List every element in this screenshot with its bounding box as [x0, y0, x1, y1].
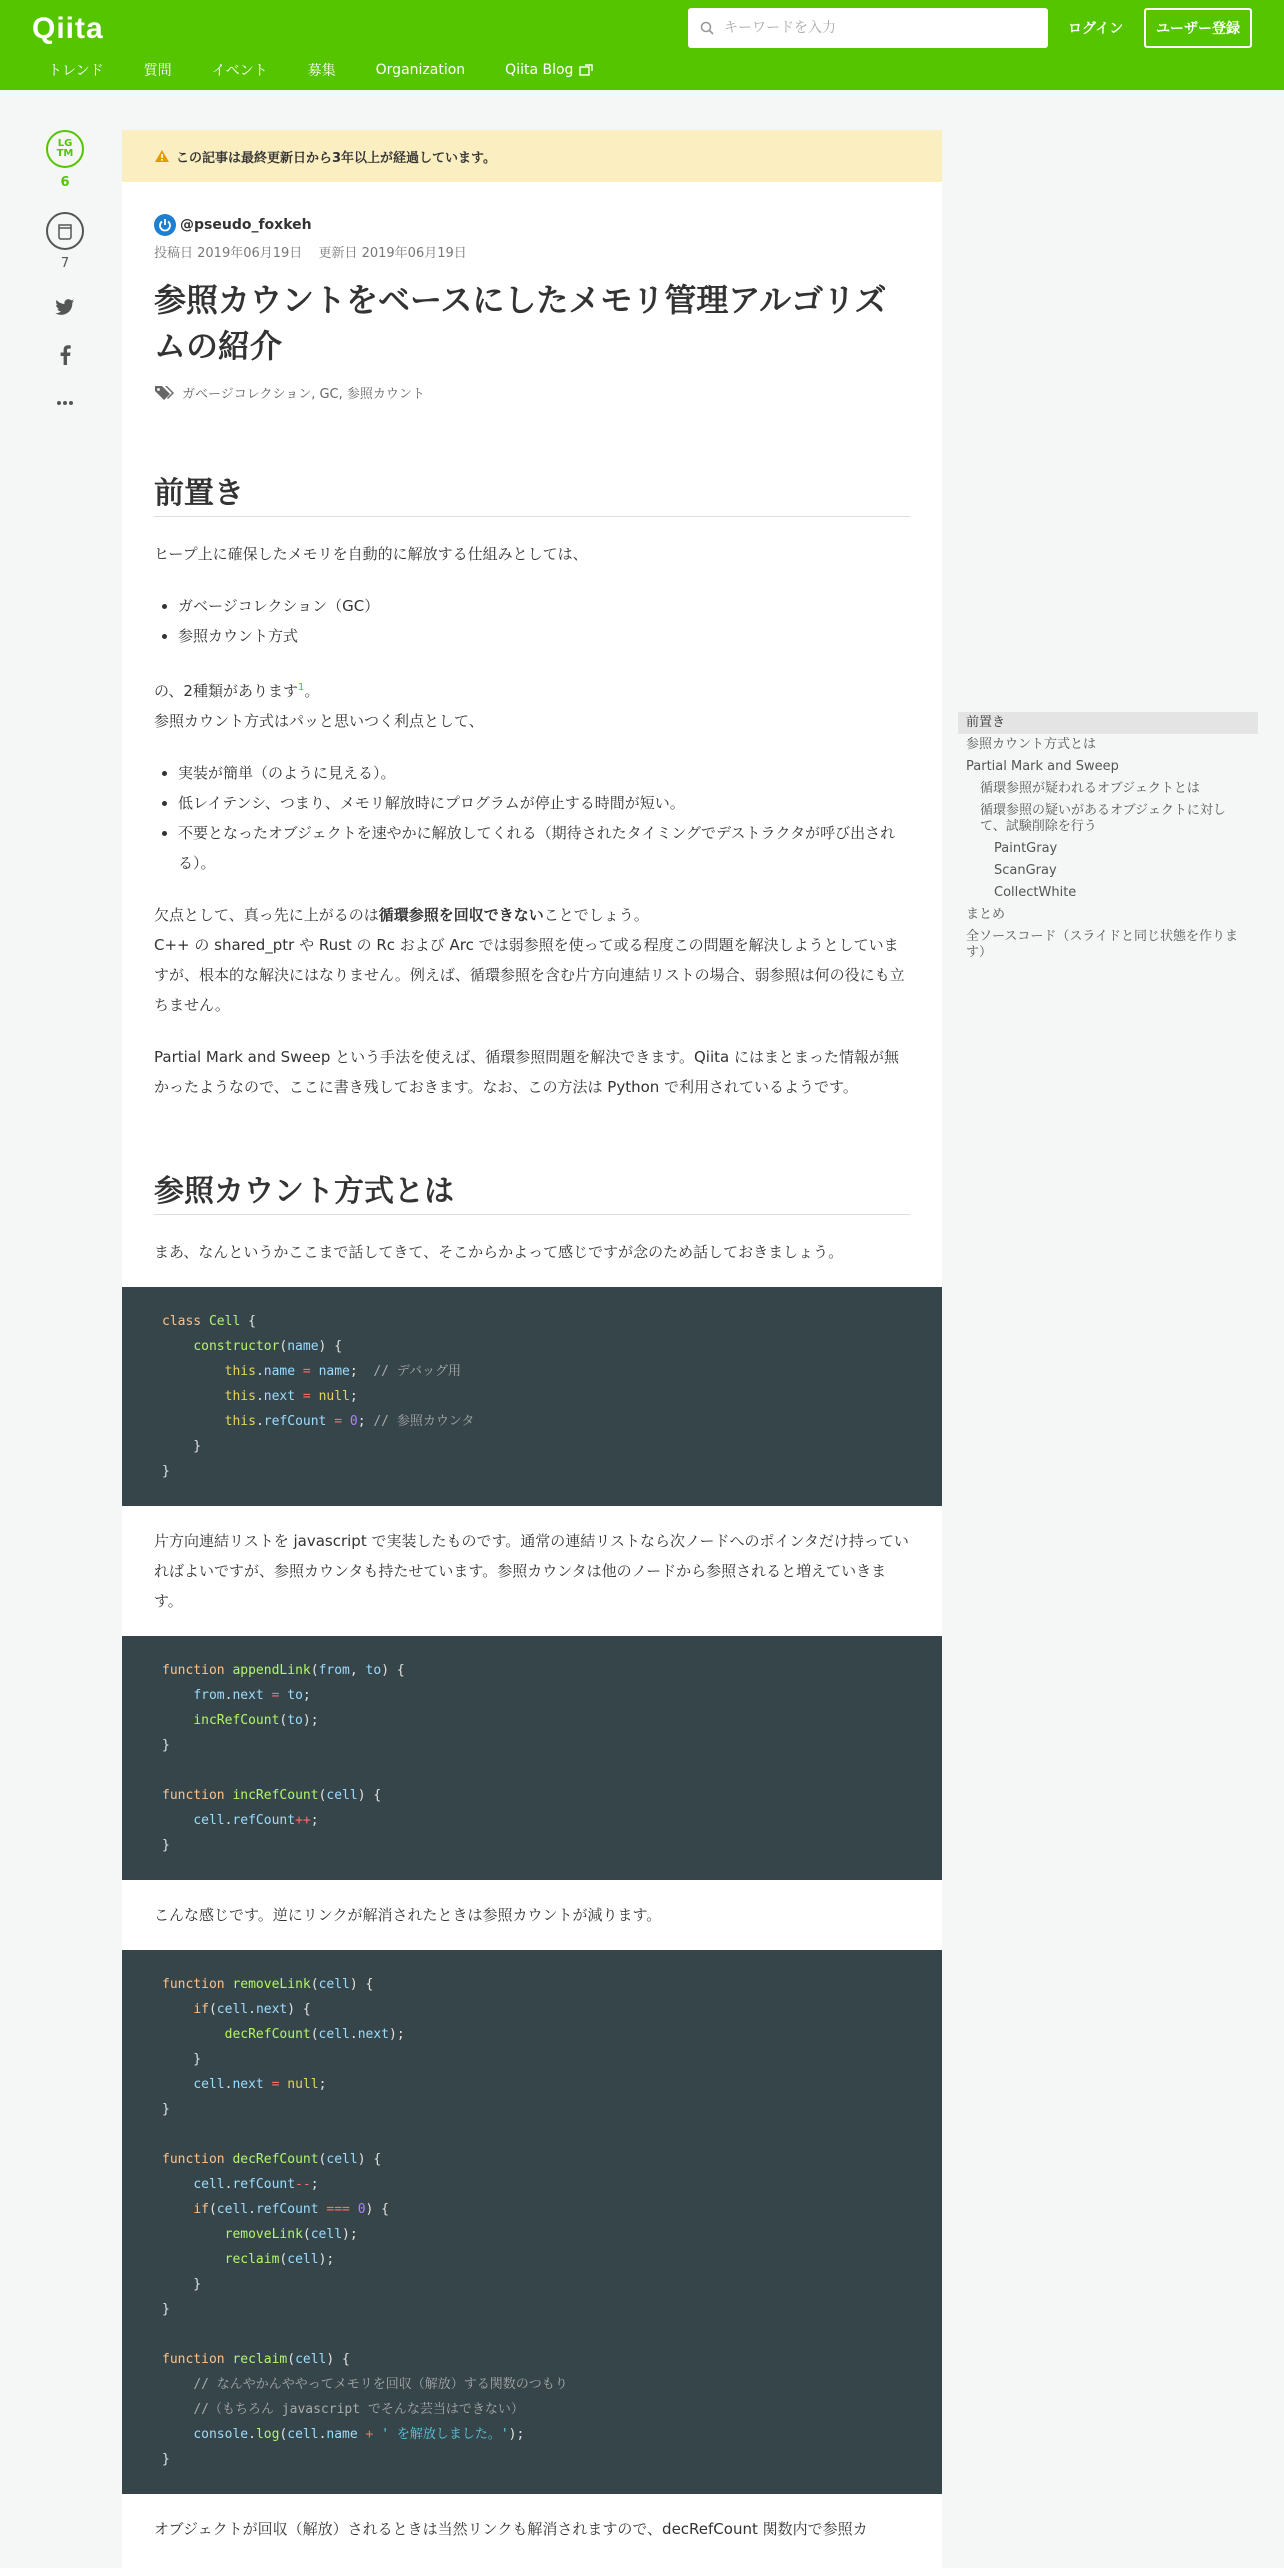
- author[interactable]: [154, 214, 910, 236]
- footnote-ref[interactable]: 1: [297, 682, 305, 693]
- toc-item-summary[interactable]: まとめ: [966, 907, 1006, 922]
- facebook-share-button[interactable]: [52, 342, 78, 368]
- tag-list: [154, 383, 910, 402]
- post-dates: [154, 242, 910, 261]
- list-item: • 不要となったオブジェクトを速やかに解放してくれる（期待されたタイミングでデストラクタが呼び出される）。: [178, 818, 910, 878]
- nav-qiita-blog[interactable]: [505, 60, 593, 80]
- tag-icon: [154, 385, 174, 401]
- rc-paragraph-2: 片方向連結リストを javascript で実装したものです。通常の連結リストなら次ノードへのポインタだけ持っていればよいですが、参照カウンタも持たせています。参照カウンタは他のノードから参照されると増えていきます。: [154, 1532, 909, 1610]
- search-icon: [700, 21, 714, 35]
- toc-item-collectwhite[interactable]: CollectWhite: [994, 885, 1077, 900]
- article: [122, 130, 942, 2568]
- search-box[interactable]: [688, 8, 1048, 48]
- stock-count: 7: [60, 256, 70, 271]
- external-link-icon: [579, 64, 593, 76]
- intro-paragraph-4: Partial Mark and Sweep という手法を使えば、循環参照問題を解決できます。Qiita にはまとまった情報が無かったようなので、ここに書き残しておきます。なお、この方法は Python で利用されているようです。: [154, 1048, 899, 1096]
- intro-list-2: [154, 758, 910, 878]
- nav-organization[interactable]: Organization: [375, 62, 466, 78]
- list-item: • 実装が簡単（のように見える）。: [178, 758, 910, 788]
- global-header: [0, 0, 1284, 90]
- intro-list-1: [154, 591, 910, 651]
- heading-intro: 前置き: [154, 468, 910, 517]
- intro-paragraph-2: [154, 673, 910, 736]
- list-item: • ガベージコレクション（GC）: [178, 591, 910, 621]
- qiita-logo[interactable]: Qiita: [32, 12, 104, 45]
- intro-p3-line2: C++ の shared_ptr や Rust の Rc および Arc では弱参照を使って或る程度この問題を解決しようとしていますが、根本的な解決にはなりません。例えば、循環参照を含む片方向連結リストの場合、弱参照は何の役にも立ちません。: [154, 936, 905, 1014]
- main-nav: [48, 60, 633, 80]
- author-name: @pseudo_foxkeh: [180, 217, 312, 233]
- rc-paragraph-4: オブジェクトが回収（解放）されるときは当然リンクも解消されますので、decRefCount 関数内で参照カ: [154, 2520, 868, 2538]
- article-title: 参照カウントをベースにしたメモリ管理アルゴリズムの紹介: [154, 281, 887, 365]
- rc-paragraph-1: まあ、なんというかここまで話してきて、そこからかよって感じですが念のため話しておきましょう。: [154, 1243, 844, 1261]
- intro-paragraph-1: ヒープ上に確保したメモリを自動的に解放する仕組みとしては、: [154, 545, 588, 563]
- intro-p3-bold: 循環参照を回収できない: [378, 906, 544, 924]
- intro-p2-end: 。: [304, 682, 320, 700]
- code-block-3[interactable]: function removeLink(cell) { if(cell.next) { decRefCount(cell.next); } cell.next = null; } function decRefCount(cell) { cell.refCount--; if(cell.refCount === 0) { removeLink(cell); reclaim(cell); } } function reclaim(cell) { // なんやかんややってメモリを回収（解放）する関数のつもり //（もちろん javascript でそんな芸当はできない） console.log(cell.name + ' を解放しました。'); }: [122, 1950, 942, 2494]
- lgtm-count: 6: [60, 175, 70, 190]
- stock-button[interactable]: [46, 212, 84, 250]
- nav-questions[interactable]: 質問: [143, 63, 172, 79]
- lgtm-button[interactable]: [46, 130, 84, 168]
- heading-reference-counting: 参照カウント方式とは: [154, 1166, 910, 1215]
- stock-icon: [57, 222, 73, 240]
- intro-p2-text: の、2種類があります: [154, 682, 298, 700]
- twitter-icon: [55, 299, 75, 315]
- posted-date: 投稿日 2019年06月19日: [154, 246, 303, 261]
- updated-date: 更新日 2019年06月19日: [318, 246, 467, 261]
- avatar: [154, 214, 176, 236]
- toc-item-suspect[interactable]: 循環参照が疑われるオブジェクトとは: [980, 781, 1200, 796]
- toc-item-intro[interactable]: 前置き: [958, 712, 1258, 734]
- more-button[interactable]: [52, 390, 78, 416]
- signup-button[interactable]: ユーザー登録: [1144, 8, 1252, 48]
- toc-item-rc[interactable]: 参照カウント方式とは: [966, 737, 1097, 752]
- intro-p3-end: ことでしょう。: [543, 906, 649, 924]
- list-item: • 参照カウント方式: [178, 621, 910, 651]
- warning-icon: [154, 149, 170, 163]
- tags-text[interactable]: ガベージコレクション, GC, 参照カウント: [182, 387, 425, 402]
- nav-recruit[interactable]: 募集: [307, 63, 336, 79]
- toc-item-paintgray[interactable]: PaintGray: [994, 841, 1058, 856]
- toc-item-pms[interactable]: Partial Mark and Sweep: [966, 759, 1119, 774]
- twitter-share-button[interactable]: [52, 294, 78, 320]
- more-icon: [56, 400, 74, 406]
- intro-paragraph-3: [154, 900, 910, 1020]
- toc-item-trial-delete[interactable]: 循環参照の疑いがあるオブジェクトに対して、試験削除を行う: [980, 803, 1226, 834]
- nav-events[interactable]: イベント: [211, 63, 268, 79]
- table-of-contents: [958, 712, 1258, 964]
- intro-p3-text: 欠点として、真っ先に上がるのは: [154, 906, 379, 924]
- login-link[interactable]: ログイン: [1068, 21, 1124, 37]
- nav-trend[interactable]: トレンド: [48, 63, 104, 79]
- nav-qiita-blog-label: Qiita Blog: [505, 62, 574, 78]
- alert-text: この記事は最終更新日から3年以上が経過しています。: [176, 150, 497, 166]
- power-icon: [158, 218, 172, 232]
- facebook-icon: [59, 345, 71, 365]
- outdated-alert: [122, 130, 942, 182]
- toc-item-scangray[interactable]: ScanGray: [994, 863, 1057, 878]
- search-input[interactable]: [724, 20, 1024, 36]
- lgtm-icon: LG TM: [56, 138, 74, 159]
- rc-paragraph-3: こんな感じです。逆にリンクが解消されたときは参照カウントが減ります。: [154, 1906, 662, 1924]
- code-block-2[interactable]: function appendLink(from, to) { from.next = to; incRefCount(to); } function incRefCount(cell) { cell.refCount++; }: [122, 1636, 942, 1880]
- toc-item-source[interactable]: 全ソースコード（スライドと同じ状態を作ります）: [966, 929, 1238, 960]
- intro-p2-line2: 参照カウント方式はパッと思いつく利点として、: [154, 712, 484, 730]
- list-item: • 低レイテンシ、つまり、メモリ解放時にプログラムが停止する時間が短い。: [178, 788, 910, 818]
- code-block-1[interactable]: class Cell { constructor(name) { this.name = name; // デバッグ用 this.next = null; this.refCount = 0; // 参照カウンタ } }: [122, 1287, 942, 1506]
